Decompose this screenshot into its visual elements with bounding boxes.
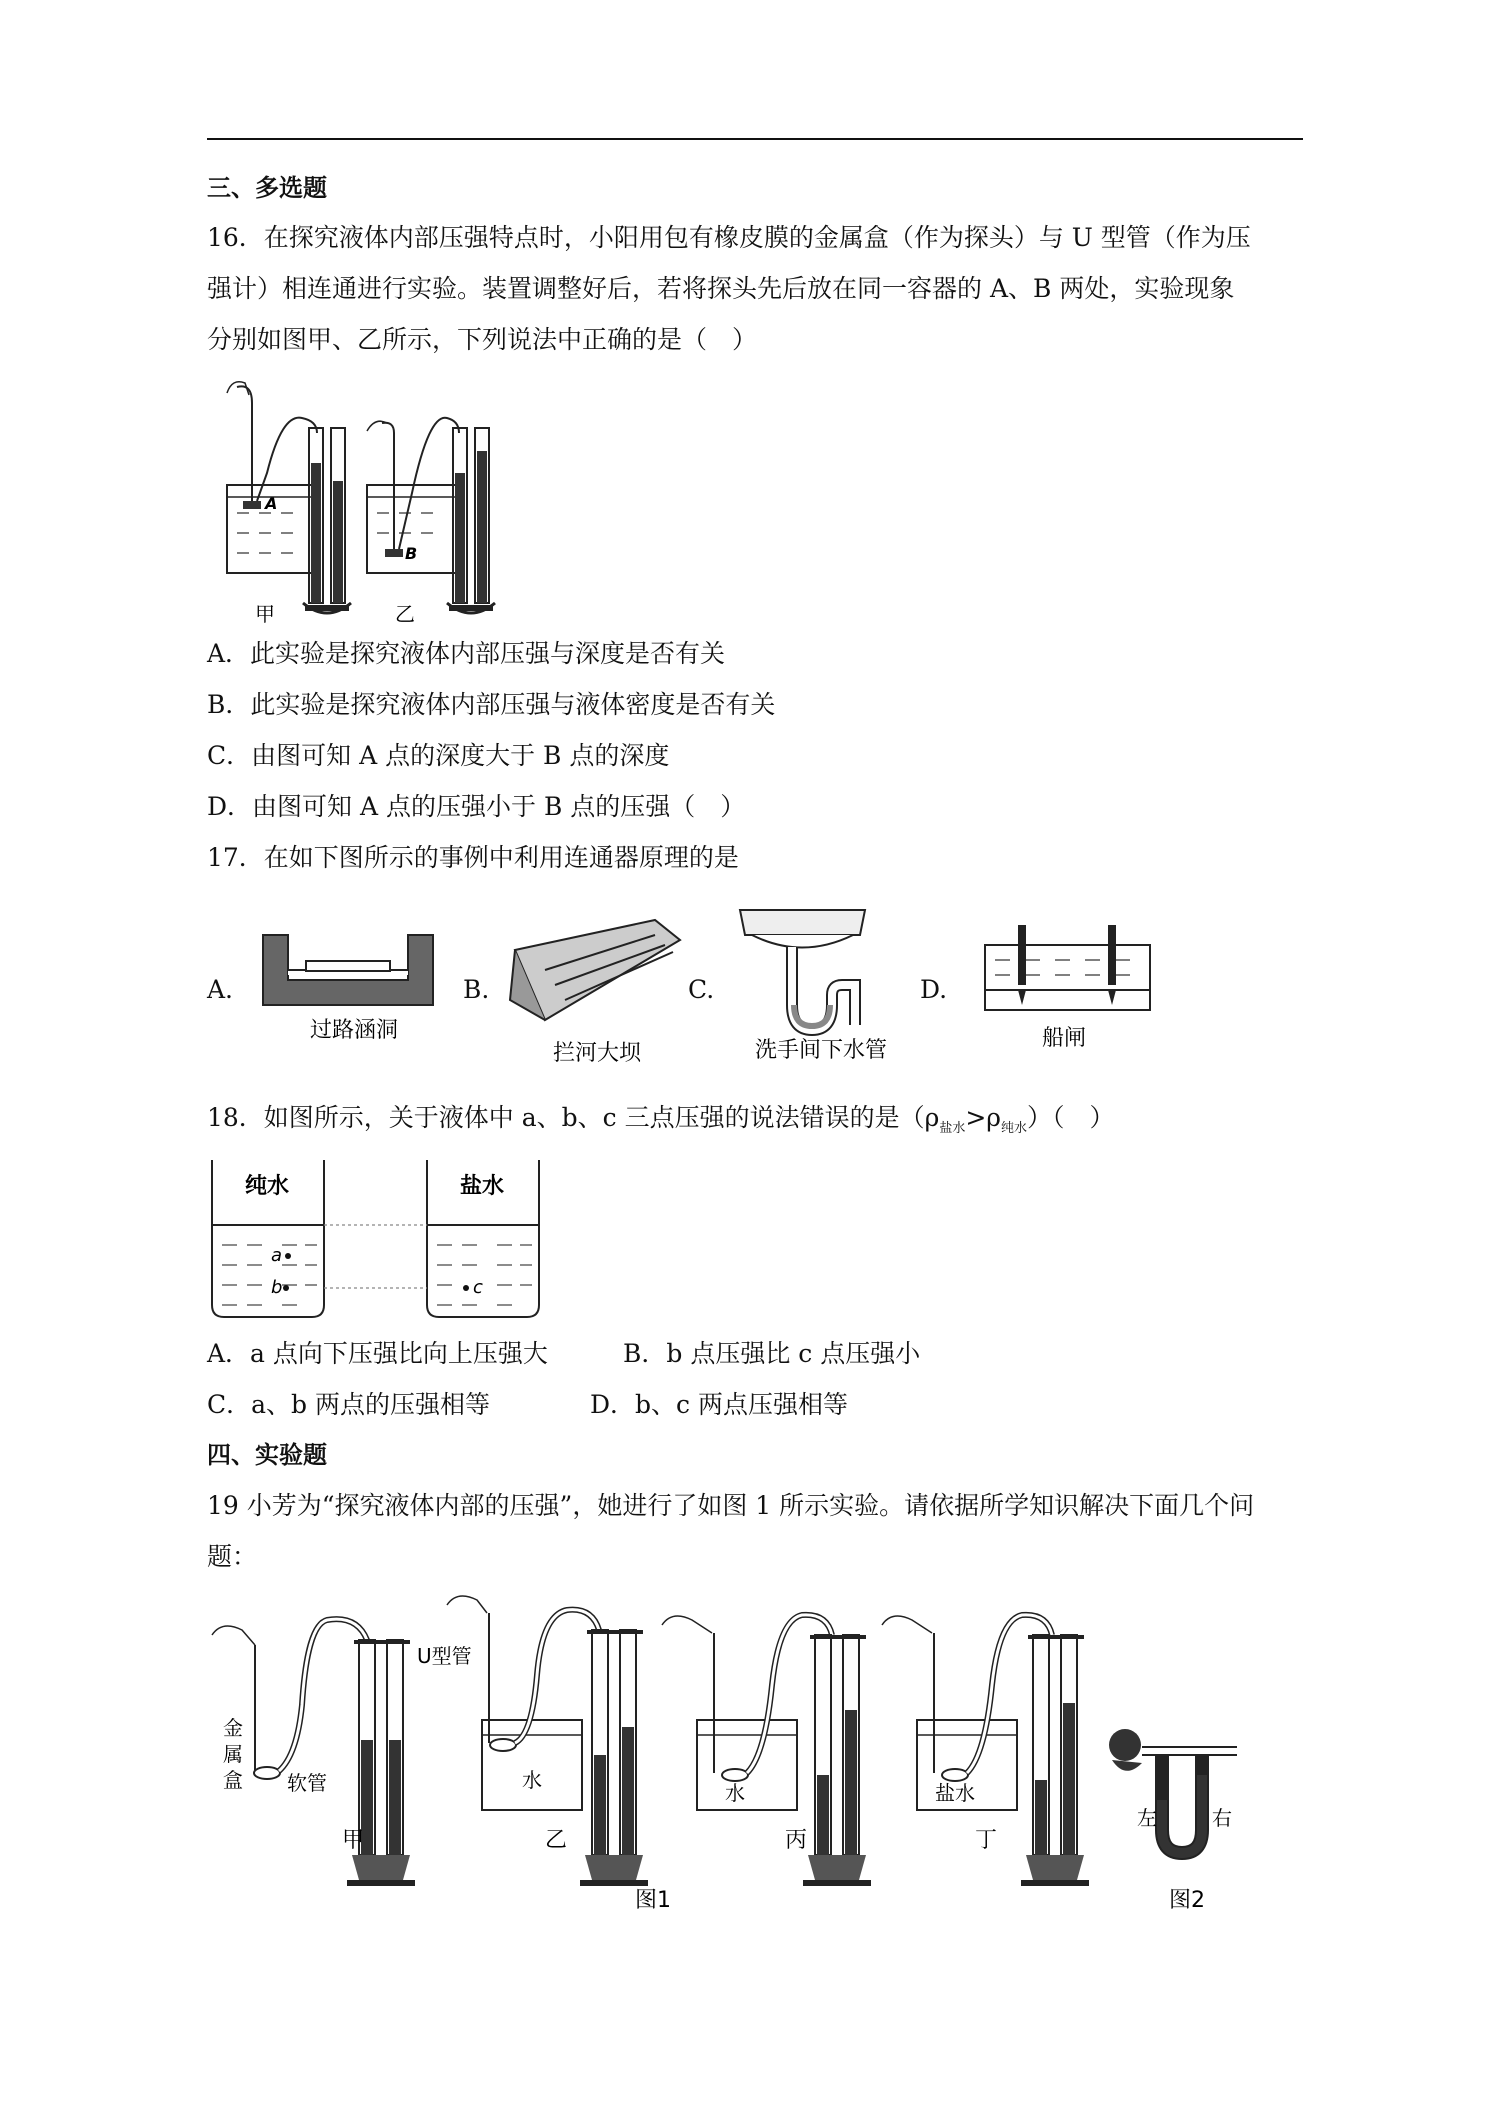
label-point-c: c <box>473 1277 483 1298</box>
hand-icon <box>662 1616 712 1633</box>
label-point-a: a <box>271 1245 283 1266</box>
q18-option-c: C．a、b 两点的压强相等 <box>207 1390 490 1419</box>
hand-icon <box>447 1596 487 1613</box>
label-jia: 甲 <box>342 1828 365 1853</box>
hand-icon <box>212 1626 255 1645</box>
q16-figure <box>207 373 501 625</box>
question-18-stem: 18．如图所示，关于液体中 a、b、c 三点压强的说法错误的是$(\rho_{盐水}>\rho_{纯水})$（ ） <box>207 1103 1115 1136</box>
label-figure-2: 图2 <box>1169 1888 1205 1913</box>
label-ding: 丁 <box>975 1828 998 1853</box>
label-water: 水 <box>522 1768 542 1792</box>
q18-option-b: B．b 点压强比 c 点压强小 <box>623 1339 921 1368</box>
label-figure-1: 图1 <box>635 1888 671 1913</box>
figure-2 <box>1109 1729 1237 1853</box>
q16-option-b: B．此实验是探究液体内部压强与液体密度是否有关 <box>207 690 776 719</box>
probe-a <box>243 501 261 509</box>
label-brine: 盐水 <box>460 1174 505 1199</box>
section-heading: 三、多选题 <box>207 174 327 202</box>
q16-option-d: D．由图可知 A 点的压强小于 B 点的压强（ ） <box>207 792 746 821</box>
caption-culvert: 过路涵洞 <box>310 1018 399 1043</box>
q16-option-a: A．此实验是探究液体内部压强与深度是否有关 <box>207 639 726 668</box>
label-a: A <box>265 494 278 513</box>
u-tube-jia <box>303 428 351 613</box>
dam-figure <box>505 910 685 1070</box>
question-19-line-1: 19 小芳为“探究液体内部的压强”，她进行了如图 1 所示实验。请依据所学知识解决下面几个问 <box>207 1491 1255 1520</box>
question-17-stem: 17．在如下图所示的事例中利用连通器原理的是 <box>207 843 739 872</box>
svg-text:盒: 盒 <box>223 1768 243 1792</box>
q18-figure <box>207 1155 547 1325</box>
caption-sink-drain: 洗手间下水管 <box>755 1038 888 1063</box>
label-u-tube: U型管 <box>417 1644 472 1668</box>
label-left: 左 <box>1137 1806 1157 1830</box>
header-rule <box>207 138 1303 140</box>
question-16-line-1: 16．在探究液体内部压强特点时，小阳用包有橡皮膜的金属盒（作为探头）与 U 型管（作为压 <box>207 223 1251 252</box>
label-pure-water: 纯水 <box>245 1174 290 1199</box>
q18-option-a: A．a 点向下压强比向上压强大 <box>207 1339 548 1368</box>
label-bing: 丙 <box>785 1828 808 1853</box>
caption-dam: 拦河大坝 <box>553 1041 642 1066</box>
sink-drain-figure <box>730 905 900 1063</box>
q17-option-d-letter: D. <box>920 975 948 1004</box>
svg-text:属: 属 <box>223 1742 243 1766</box>
label-water: 水 <box>725 1781 745 1805</box>
question-16-line-2: 强计）相连通进行实验。装置调整好后，若将探头先后放在同一容器的 A、B 两处，实验现象 <box>207 274 1235 303</box>
q18-option-d: D．b、c 两点压强相等 <box>590 1390 848 1419</box>
label-point-b: b <box>271 1277 283 1298</box>
label-yi: 乙 <box>545 1828 568 1853</box>
q16-option-c: C．由图可知 A 点的深度大于 B 点的深度 <box>207 741 670 770</box>
culvert-figure <box>258 925 440 1045</box>
point-c <box>463 1285 469 1291</box>
apparatus-bing <box>662 1615 871 1886</box>
person-head-icon <box>1109 1729 1141 1761</box>
caption-ship-lock: 船闸 <box>1042 1026 1087 1051</box>
section-heading: 四、实验题 <box>207 1441 327 1469</box>
svg-text:金: 金 <box>223 1716 243 1740</box>
hand-icon <box>882 1616 932 1633</box>
ship-lock-figure <box>980 915 1155 1055</box>
hand-icon <box>227 382 249 395</box>
point-a <box>285 1253 291 1259</box>
q17-option-a-letter: A. <box>207 975 234 1004</box>
label-yi: 乙 <box>395 602 415 625</box>
label-hose: 软管 <box>287 1771 327 1795</box>
label-right: 右 <box>1212 1806 1232 1830</box>
probe-b <box>385 549 403 557</box>
question-19-line-2: 题： <box>207 1542 258 1571</box>
q17-option-c-letter: C. <box>688 975 715 1004</box>
q19-figure <box>207 1585 1247 1915</box>
label-jia: 甲 <box>255 602 275 625</box>
label-b: B <box>405 544 418 563</box>
point-b <box>283 1285 289 1291</box>
question-16-line-3: 分别如图甲、乙所示，下列说法中正确的是（ ） <box>207 325 758 354</box>
metal-box-icon <box>254 1767 280 1779</box>
label-brine: 盐水 <box>935 1781 975 1805</box>
u-tube-yi <box>447 428 495 613</box>
q17-option-b-letter: B. <box>463 975 490 1004</box>
